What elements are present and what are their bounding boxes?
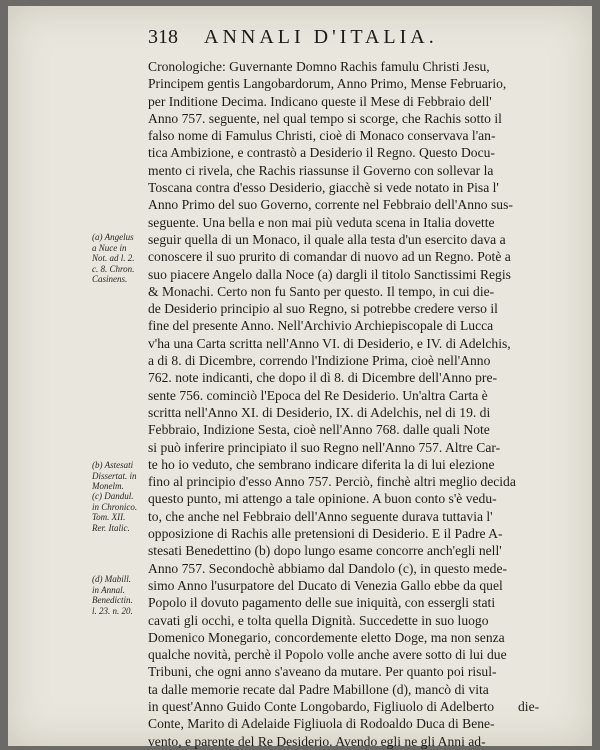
side-note-line: in Annal. [92,584,125,595]
text-line: cavati gli occhi, e tolta quella Dignità. Succedette in suo luogo [148,612,489,628]
side-note-line: (a) Angelus [92,232,134,242]
text-line: questo punto, mi attengo a tale opinione. A buon conto s'è vedu- [148,491,497,507]
text-line: Tribuni, che ogni anno s'aveano da mutare. Per quanto poi risul- [148,664,497,680]
text-line: scritta nell'Anno XI. di Desiderio, IX. di Adelchis, nel di 19. di [148,404,491,420]
side-note-line: Rer. Italic. [92,522,130,533]
text-line: a di 8. di Dicembre, correndo l'Indizione Prima, cioè nell'Anno [148,353,491,369]
side-note-c [92,491,150,533]
side-note-line: Not. ad l. 2. [92,253,135,264]
side-note-a [92,232,150,285]
text-line: Anno 757. seguente, nel qual tempo si scorge, che Rachis sotto il [148,110,502,126]
text-line: si può inferire principiato il suo Regno nell'Anno 757. Altre Car- [148,439,501,455]
side-note-line: Benedictin. [92,595,133,606]
text-line: conoscere il suo prurito di comandar di nuovo ad un Regno. Potè a [148,249,511,265]
text-line: in quest'Anno Guido Conte Longobardo, Figliuolo di Adelberto [148,698,495,714]
text-line: ta dalle memorie recate dal Padre Mabillone (d), mancò di vita [148,681,489,697]
page-number: 318 [148,26,178,48]
side-note-line: Casinens. [92,274,128,285]
text-line: qualche novità, perchè il Popolo volle anche avere sotto di lui due [148,647,507,663]
side-note-line: Dissertat. in [92,470,137,481]
text-line: Toscana contra d'esso Desiderio, giacchè si vede notato in Pisa l' [148,180,499,196]
text-line: Popolo il dovuto pagamento delle sue iniquità, con essergli stati [148,595,496,611]
text-line: falso nome di Famulus Christi, cioè di Monaco conservava l'an- [148,128,496,144]
text-line: fino al principio d'esso Anno 757. Perciò, finchè altri meglio decida [148,474,516,490]
running-title: ANNALI D'ITALIA. [204,26,438,48]
side-note-line: Tom. XII. [92,512,126,523]
text-line: mento ci rivela, che Rachis riassunse il Governo con sollevar la [148,162,494,178]
side-note-line: (c) Dandul. [92,491,134,501]
side-note-line: c. 8. Chron. [92,263,135,274]
text-line: seguir quella di un Monaco, il quale alla testa d'un esercito dava a [148,231,506,247]
text-line: Domenico Monegario, concordemente eletto Doge, ma non senza [148,629,505,645]
side-note-line: Monelm. [92,481,124,492]
text-line: Cronologiche: Guvernante Domno Rachis famulu Christi Jesu, [148,59,490,74]
side-note-line: (b) Astesati [92,460,134,470]
text-line: tica Ambizione, e contrastò a Desiderio il Regno. Questo Docu- [148,145,495,161]
running-header [148,24,568,50]
side-note-d [92,574,150,616]
text-line: vento, e parente del Re Desiderio. Avendo egli ne gli Anni ad- [148,733,486,749]
text-line: stesati Benedettino (b) dopo lungo esame concorre anch'egli nell' [148,543,502,559]
text-line: opposizione di Rachis alle pretensioni di Desiderio. E il Padre A- [148,526,503,542]
text-line: simo Anno l'usurpatore del Ducato di Venezia Gallo ebbe da quel [148,577,503,593]
text-line: Conte, Marito di Adelaide Figliuola di Rodoaldo Duca di Bene- [148,716,495,732]
main-text [148,58,568,750]
text-line: de Desiderio principio al suo Regno, si potrebbe credere verso il [148,301,498,317]
text-line: suo piacere Angelo dalla Noce (a) dargli il titolo Sanctissimi Regis [148,266,511,282]
side-note-line: a Nuce in [92,242,127,253]
side-note-b [92,460,150,492]
text-line: Febbraio, Indizione Sesta, cioè nell'Anno 768. dalle quali Note [148,422,490,438]
text-line: Anno 757. Secondochè abbiamo dal Dandolo (c), in questo mede- [148,560,508,576]
side-note-line: l. 23. n. 20. [92,605,133,616]
text-line: Anno Primo del suo Governo, corrente nel Febbraio dell'Anno sus- [148,197,513,213]
text-line: sente 756. cominciò l'Epoca del Re Desiderio. Un'altra Carta è [148,387,488,403]
text-line: 762. note indicanti, che dopo il dì 8. di Dicembre dell'Anno pre- [148,370,498,386]
text-line: to, che anche nel Febbraio dell'Anno seguente durava tuttavia l' [148,508,493,524]
catchword: die- [518,699,540,714]
text-line: Principem gentis Langobardorum, Anno Primo, Mense Februario, [148,76,507,92]
text-line: v'ha una Carta scritta nell'Anno VI. di Desiderio, e IV. di Adelchis, [148,335,511,351]
text-line: per Inditione Decima. Indicano queste il Mese di Febbraio dell' [148,93,492,109]
text-line: fine del presente Anno. Nell'Archivio Archiepiscopale di Lucca [148,318,494,334]
text-line: seguente. Una bella e non mai più veduta scena in Italia dovette [148,214,495,230]
book-page [8,6,592,749]
side-note-line: (d) Mabill. [92,574,131,584]
side-note-line: in Chronico. [92,501,138,512]
text-line: & Monachi. Certo non fu Santo per questo. Il tempo, in cui die- [148,283,495,299]
text-line: te ho io veduto, che sembrano indicare diferita la di lui elezione [148,456,495,472]
